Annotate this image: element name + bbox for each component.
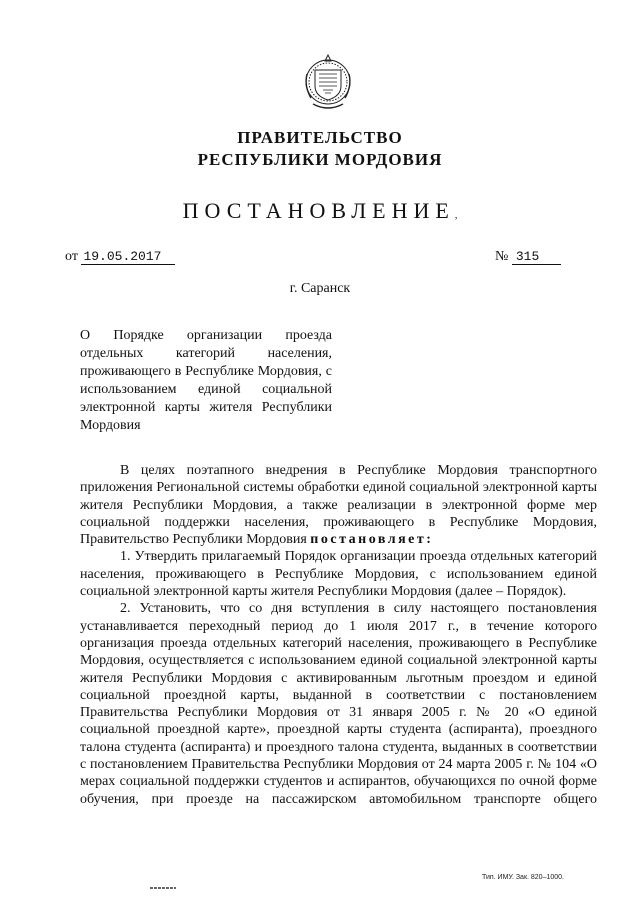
coat-of-arms-emblem [301, 52, 355, 112]
preamble-paragraph [80, 462, 597, 548]
government-title-line2: РЕСПУБЛИКИ МОРДОВИЯ [197, 150, 443, 169]
document-type-text: ПОСТАНОВЛЕНИЕ [182, 198, 455, 223]
print-note: Тип. ИМУ. Зак. 820–1000. [482, 874, 564, 881]
number-prefix: № [495, 249, 509, 264]
decree-body [80, 462, 597, 808]
resolves-word: постановляет: [310, 532, 434, 548]
scan-artifact [150, 886, 176, 890]
preamble-text: В целях поэтапного внедрения в Республике Мордовия транспортного приложения Региональной системы обработки единой социальной электронной карты жителя Республики Мордовия, а также реализации в электронной форме мер социальной поддержки населения, проживающего в Республике Мордовия, Правительство Республики Мордовия [80, 463, 597, 548]
city-line: г. Саранск [289, 281, 351, 296]
number-value: 315 [512, 249, 561, 265]
date-field [65, 249, 175, 265]
date-prefix: от [65, 249, 78, 264]
item-2-paragraph: 2. Установить, что со дня вступления в силу настоящего постановления устанавливается переходный период до 1 июля 2017 г., в течение которого организация проезда отдельных категорий населения, проживающего в Республике Мордовия, осуществляется с использованием единой социальной электронной карты жителя Республики Мордовия с активированным льготным проездом и единой социальной проездной карты, выданной в соответствии с постановлением Правительства Республики Мордовия от 31 января 2005 г. № 20 «О единой социальной проездной карте», проездной карты студента (аспиранта), проездного талона студента (аспиранта) и проездного талона студента, выданных в соответствии с постановлением Правительства Республики Мордовия от 24 марта 2005 г. № 104 «О мерах социальной поддержки студентов и аспирантов, обучающихся по очной форме обучения, при проезде на пассажирском автомобильном транспорте общего [80, 601, 597, 807]
item-1-paragraph: 1. Утвердить прилагаемый Порядок организации проезда отдельных категорий населения, проживающего в Республике Мордовия, с использованием единой социальной электронной карты жителя Республики Мордовия (далее – Порядок). [80, 549, 597, 600]
government-title-line1: ПРАВИТЕЛЬСТВО [237, 128, 403, 147]
decree-subject: О Порядке организации проезда отдельных категорий населения, проживающего в Республике Мордовия, с использованием единой социальной электронной карты жителя Республики Мордовия [80, 328, 332, 433]
document-type-heading: ПОСТАНОВЛЕНИЕ, [182, 198, 458, 223]
date-value: 19.05.2017 [81, 249, 175, 265]
number-field [495, 249, 561, 265]
